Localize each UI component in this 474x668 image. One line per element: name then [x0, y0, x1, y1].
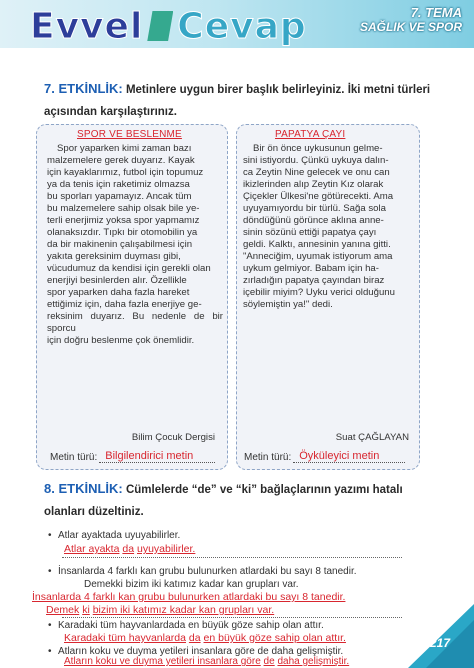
text-type-label: Metin türü:	[50, 452, 98, 463]
answer-line[interactable]	[62, 557, 402, 558]
answer-part: daha gelişmiştir.	[277, 656, 350, 667]
answer-part: Atlar ayakta	[64, 543, 120, 555]
corrected-answer-2a	[32, 591, 345, 603]
activity8-instruction-1: Cümlelerde “de” ve “ki” bağlaçlarının yazımı hatalı	[125, 484, 403, 496]
text-line: Spor yaparken kimi zaman bazı	[57, 143, 192, 154]
answer-part: İnsanlarda 4 farklı kan grubu bulunurken atlardaki bu sayı 8 tanedir.	[32, 591, 346, 603]
text-line: ya da tenis için raketimiz olmazsa	[47, 179, 190, 190]
text-line: spor yaparken daha fazla hareket	[47, 287, 190, 298]
answer-conjunction: da	[188, 632, 201, 644]
corrected-answer-4	[64, 656, 349, 667]
text-line: sinin sözünü ettiği papatya çayı	[243, 227, 377, 238]
box-body-text	[47, 143, 223, 347]
text-line: ikizlerinden alıp Zeytin Kız olarak	[243, 179, 384, 190]
sentence-item-4: • Atların koku ve duyma yetileri insanlara göre de daha gelişmiştir.	[58, 646, 343, 657]
text-line: ettiğimiz için, daha fazla enerjiye ge-	[47, 299, 202, 310]
text-type-label: Metin türü:	[244, 452, 292, 463]
text-line: içebilir miyim? Uyku verici olduğunu	[243, 287, 395, 298]
text-line: malzemelere gerek duyarız. Kayak	[47, 155, 195, 166]
answer-part: bizim iki katımız kadar kan grupları var.	[92, 604, 275, 616]
text-line: geldi. Kalktı, annesinin yanına gitti.	[243, 239, 391, 250]
activity7-heading	[44, 78, 444, 123]
text-line: reksinim duyarız. Bu nedenle de bir sporcu	[47, 311, 223, 334]
answer-line[interactable]	[62, 617, 402, 618]
answer-part: Atların koku ve duyma yetileri insanlara göre	[64, 656, 261, 667]
source-credit: Bilim Çocuk Dergisi	[131, 432, 215, 443]
activity8-heading	[44, 478, 444, 523]
logo-separator	[147, 11, 173, 41]
left-text-type-row	[50, 450, 215, 463]
text-line: bu sporları yapamayız. Ancak tüm	[47, 191, 192, 202]
sentence-item-1: • Atlar ayaktada uyuyabilirler.	[58, 530, 180, 541]
text-line: için doğru beslenme çok önemlidir.	[47, 335, 195, 346]
right-text-type-row	[244, 450, 405, 463]
theme-number: 7. TEMA	[410, 5, 462, 20]
text-line: ca Zeytin Nine gelecek ve onu can	[243, 167, 390, 178]
activity7-instruction-1: Metinlere uygun birer başlık belirleyiniz. İki metni türleri	[125, 84, 431, 96]
text-line: enerjiyi besinlerden alır. Özellikle	[47, 275, 187, 286]
corrected-answer-2b	[46, 604, 274, 616]
source-credit: Suat ÇAĞLAYAN	[335, 432, 409, 443]
answer-part: Karadaki tüm hayvanlarda	[64, 632, 186, 644]
text-type-answer: Bilgilendirici metin	[105, 450, 194, 462]
text-line: bu malzemelere sahip olsak bile ye-	[47, 203, 200, 214]
text-line: vücudumuz da kendisi için gerekli olan	[47, 263, 211, 274]
answer-part: en büyük göze sahip olan attır.	[203, 632, 346, 644]
answer-conjunction: de	[263, 656, 275, 667]
activity7-title: 7. ETKİNLİK:	[44, 81, 123, 96]
text-line: söylemiştin ya!" dedi.	[243, 299, 333, 310]
page-number: 217	[429, 636, 450, 650]
box-title-answer: SPOR VE BESLENME	[77, 129, 182, 140]
text-type-answer: Öyküleyici metin	[299, 450, 380, 462]
theme-label	[360, 6, 462, 34]
theme-name: SAĞLIK VE SPOR	[359, 20, 462, 34]
text-line: Çiçekler Ülkesi'ne götürecekti. Ama	[243, 191, 394, 202]
text-line: zırladığın papatya çayından biraz	[243, 275, 385, 286]
answer-conjunction: ki	[82, 604, 90, 616]
text-line: terli enerjimiz yoksa spor yapmamız	[47, 215, 200, 226]
answer-part: Demek	[46, 604, 80, 616]
text-line: olanaksızdır. Tıpkı bir otomobilin ya	[47, 227, 198, 238]
text-line: için kayaklarımız, futbol için topumuz	[47, 167, 204, 178]
text-type-field[interactable]	[99, 450, 215, 463]
logo-word-evvel: Evvel	[30, 5, 144, 47]
page-corner-decoration	[400, 598, 474, 668]
corrected-answer-1	[64, 543, 195, 555]
activity7-instruction-2: açısından karşılaştırınız.	[44, 106, 177, 118]
page-header	[0, 0, 474, 62]
sentence-item-2: • İnsanlarda 4 farklı kan grubu bulunurken atlardaki bu sayı 8 tanedir.	[58, 566, 357, 577]
sentence-item-3: • Karadaki tüm hayvanlardada en büyük göze sahip olan attır.	[58, 620, 324, 631]
text-line: "Anneciğim, uyumak istiyorum ama	[243, 251, 393, 262]
logo-word-cevap: Cevap	[177, 5, 307, 47]
text-box-sport	[36, 124, 228, 470]
activity8-instruction-2: olanları düzeltiniz.	[44, 506, 144, 518]
text-line: sini istiyordu. Çünkü uykuya dalın-	[243, 155, 389, 166]
text-type-field[interactable]	[293, 450, 405, 463]
box-title-answer: PAPATYA ÇAYI	[275, 129, 346, 140]
box-body-text	[243, 143, 415, 311]
sentence-item-2-extra: Demekki bizim iki katımız kadar kan grupları var.	[84, 579, 299, 590]
text-box-chamomile	[236, 124, 420, 470]
answer-part: uyuyabilirler.	[136, 543, 196, 555]
text-line: döndüğünü görünce aklına anne-	[243, 215, 384, 226]
site-logo	[30, 4, 307, 48]
text-line: da bir makinenin çalışabilmesi için	[47, 239, 193, 250]
text-line: uykum gelmiyor. Babam için ha-	[243, 263, 379, 274]
corrected-answer-3	[64, 632, 346, 644]
text-line: uyuyamıyordu bir türlü. Sağa sola	[243, 203, 386, 214]
text-line: yakıta gereksinim duyması gibi,	[47, 251, 181, 262]
activity8-title: 8. ETKİNLİK:	[44, 481, 123, 496]
answer-conjunction: da	[122, 543, 135, 555]
text-line: Bir ön önce uykusunun gelme-	[253, 143, 383, 154]
